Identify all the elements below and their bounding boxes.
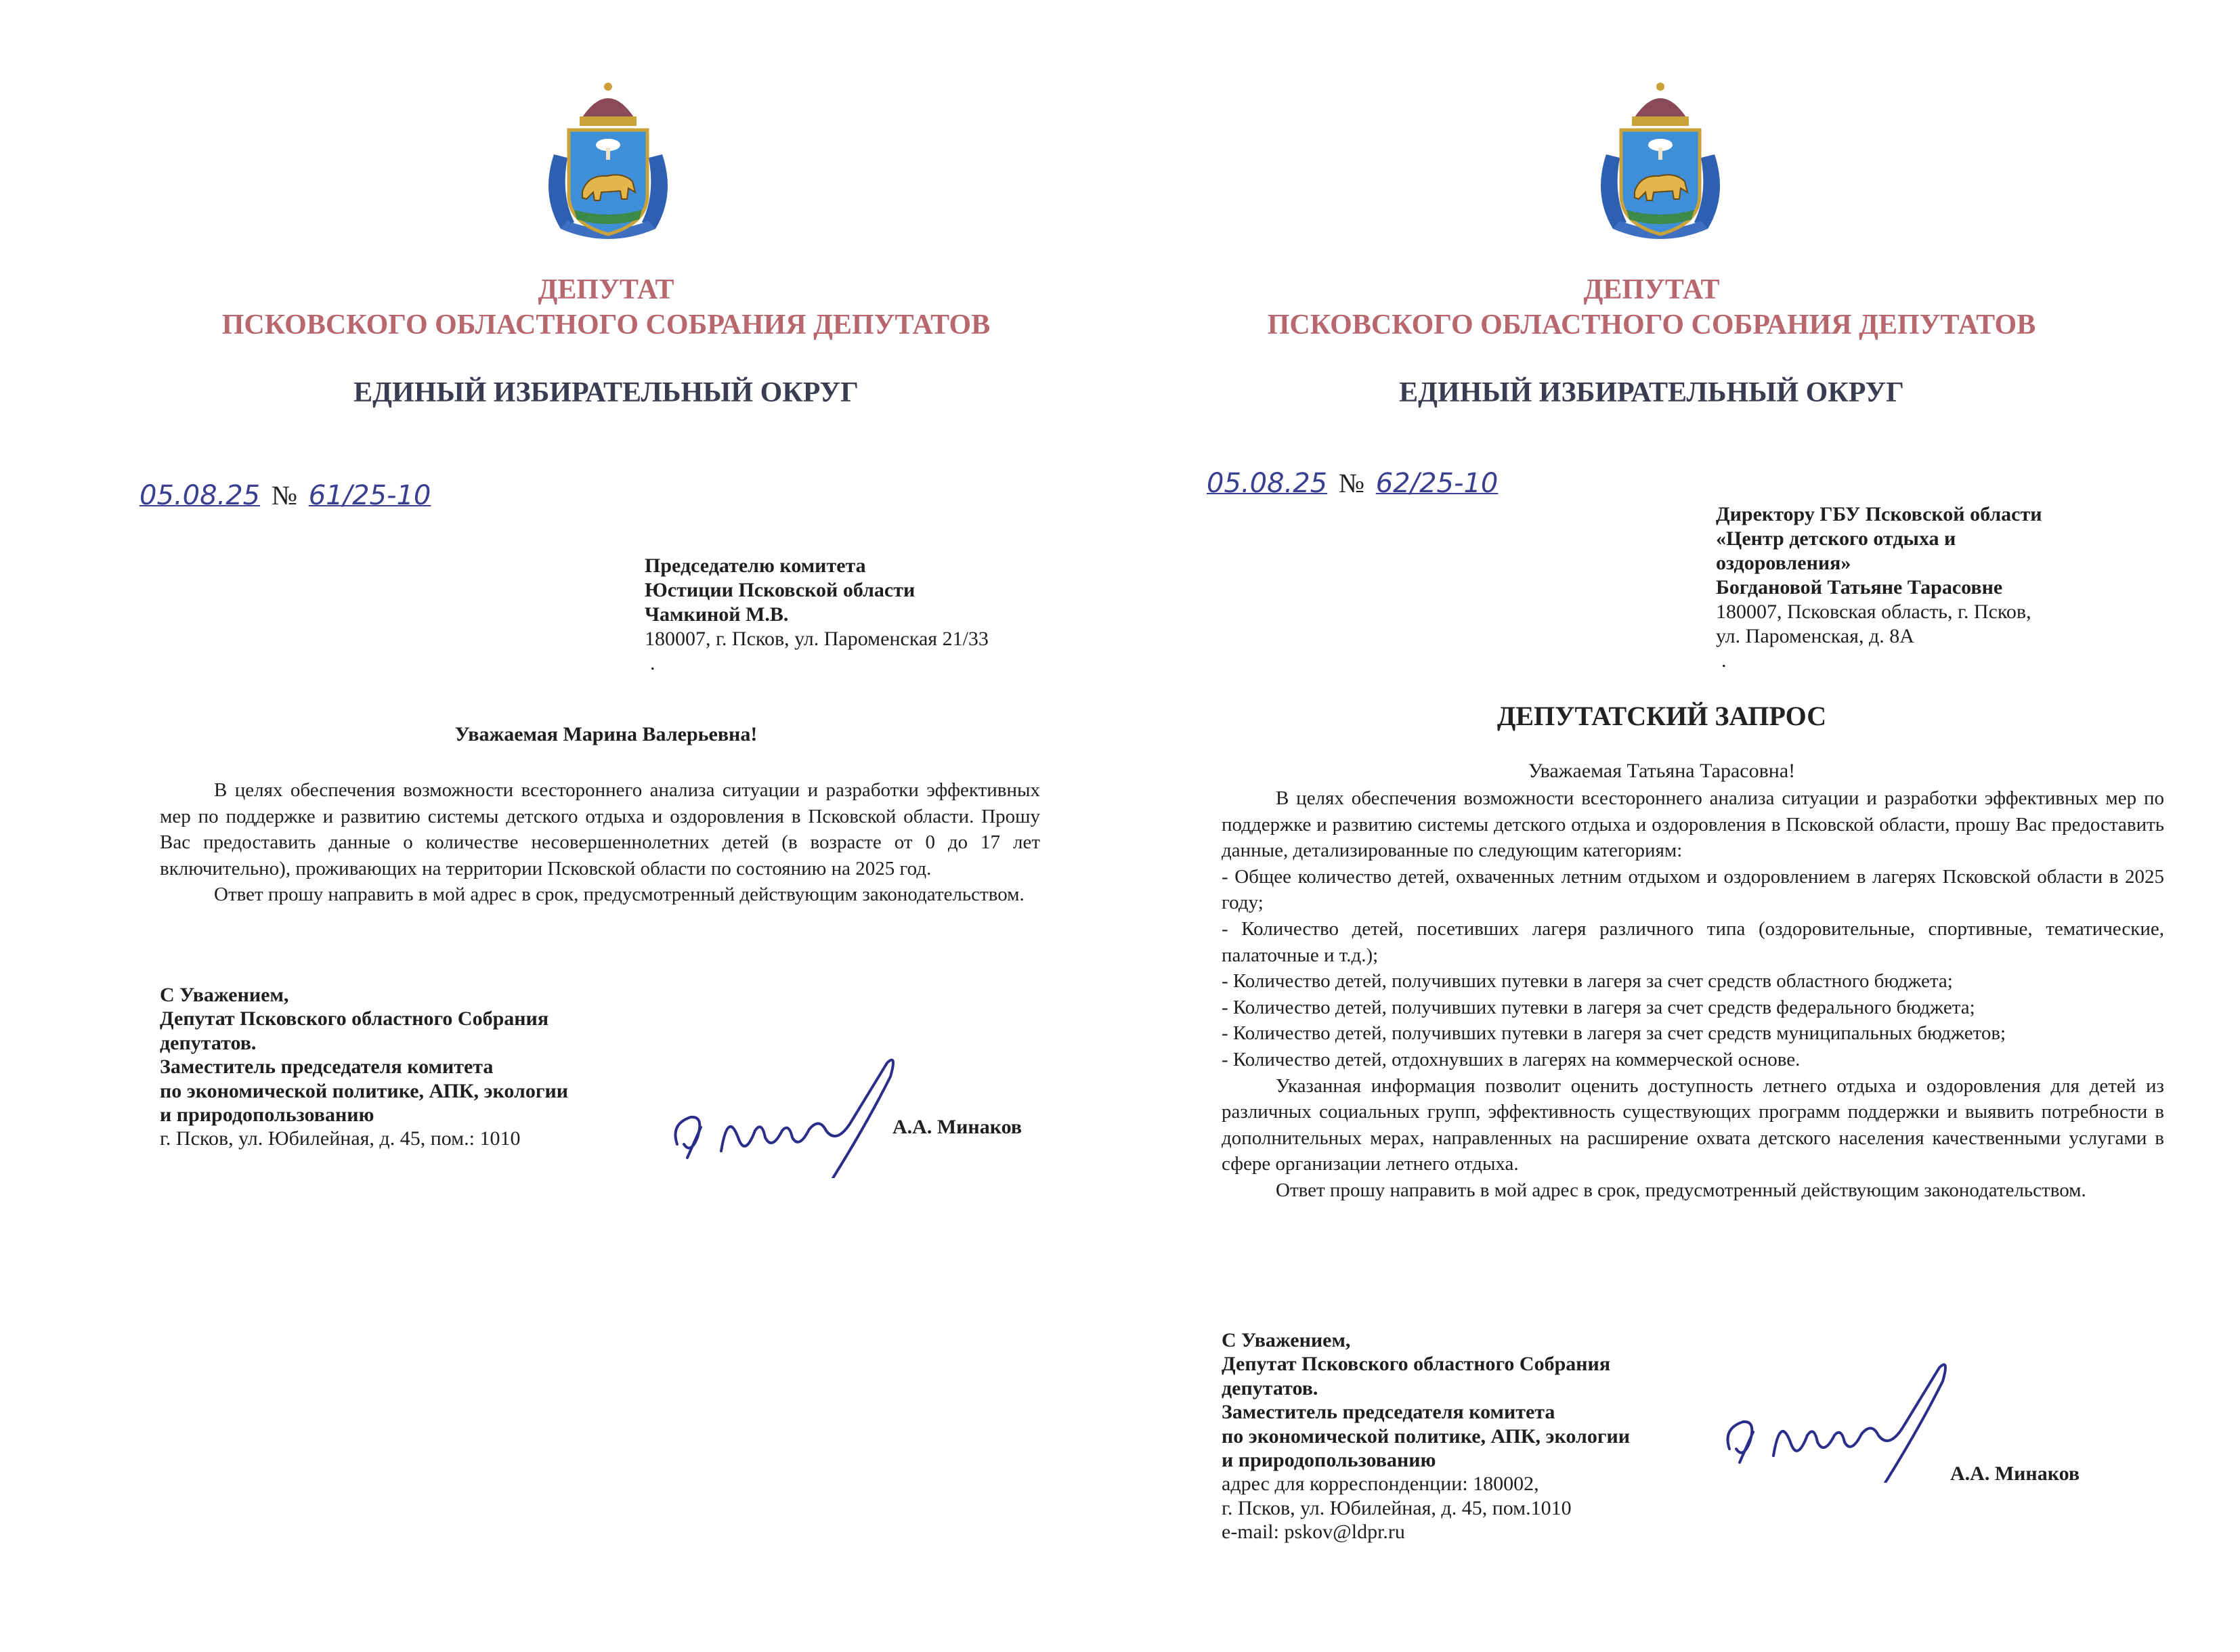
closing-line: Заместитель председателя комитета: [1222, 1401, 1555, 1424]
registration-number: 61/25-10: [308, 480, 431, 511]
closing-line: Депутат Псковского областного Собрания: [160, 1007, 549, 1030]
header-subtitle: ПСКОВСКОГО ОБЛАСТНОГО СОБРАНИЯ ДЕПУТАТОВ: [221, 309, 991, 341]
electoral-district: ЕДИНЫЙ ИЗБИРАТЕЛЬНЫЙ ОКРУГ: [353, 377, 859, 408]
signer-name: А.А. Минаков: [892, 1116, 1022, 1138]
closing-address: г. Псков, ул. Юбилейная, д. 45, пом.: 1010: [160, 1127, 521, 1150]
list-item: - Количество детей, получивших путевки в лагеря за счет средств федерального бюджета;: [1222, 996, 1975, 1018]
signer-name: А.А. Минаков: [1950, 1462, 2080, 1485]
closing-block: [1222, 1328, 1630, 1544]
pskov-coat-of-arms-icon: [534, 80, 683, 249]
list-item: - Количество детей, отдохнувших в лагерях на коммерческой основе.: [1222, 1048, 1801, 1070]
addressee-line: Директору ГБУ Псковской области: [1716, 503, 2042, 525]
addressee-line: Богдановой Татьяне Тарасовне: [1716, 576, 2003, 599]
closing-line: депутатов.: [1222, 1376, 1318, 1399]
body-paragraph: В целях обеспечения возможности всестороннего анализа ситуации и разработки эффективных мер по поддержке и развитию системы детского отдыха и оздоровления в Псковской области. Прошу Вас предоставить данные о количестве несовершеннолетних детей (в возрасте от 0 до 17 лет включительно), проживающих на территории Псковской области по состоянию на 2025 год.: [160, 779, 1040, 879]
body-paragraph: Ответ прошу направить в мой адрес в срок, предусмотренный действующим законодательством.: [214, 884, 1025, 906]
handwritten-signature-icon: [664, 1043, 962, 1178]
number-sign: №: [1338, 468, 1365, 498]
closing-address: г. Псков, ул. Юбилейная, д. 45, пом.1010: [1222, 1496, 1572, 1519]
body-paragraph: В целях обеспечения возможности всестороннего анализа ситуации и разработки эффективных мер по поддержке и развитию системы детского отдыха и оздоровления в Псковской области, прошу Вас предоставить данные, детализированные по следующим категориям:: [1222, 787, 2164, 862]
addressee-line: Председателю комитета: [645, 555, 866, 577]
list-item: - Количество детей, получивших путевки в лагеря за счет средств областного бюджета;: [1222, 970, 1953, 993]
closing-line: С Уважением,: [1222, 1329, 1351, 1351]
closing-line: Заместитель председателя комитета: [160, 1056, 494, 1079]
registration-line: [1207, 467, 1498, 499]
closing-line: Депутат Псковского областного Собрания: [1222, 1353, 1611, 1376]
letter-body: [1222, 785, 2164, 1204]
body-paragraph: Ответ прошу направить в мой адрес в срок, предусмотренный действующим законодательством.: [1276, 1179, 2086, 1201]
registration-line: [139, 479, 431, 511]
addressee-address: 180007, г. Псков, ул. Пароменская 21/33: [645, 628, 989, 650]
letter-body: [160, 777, 1040, 908]
addressee-line: Юстиции Псковской области: [645, 579, 916, 601]
closing-line: депутатов.: [160, 1031, 257, 1054]
electoral-district: ЕДИНЫЙ ИЗБИРАТЕЛЬНЫЙ ОКРУГ: [1399, 377, 1904, 408]
addressee-line: «Центр детского отдыха и: [1716, 527, 1956, 550]
list-item: - Количество детей, посетивших лагеря различного типа (оздоровительные, спортивные, тематические, палаточные и т.д.);: [1222, 917, 2164, 966]
addressee-block: [645, 554, 989, 676]
addressee-address: 180007, Псковская область, г. Псков,: [1716, 601, 2031, 623]
registration-date: 05.08.25: [139, 480, 261, 511]
closing-line: по экономической политике, АПК, экологии: [1222, 1425, 1631, 1448]
closing-address: адрес для корреспонденции: 180002,: [1222, 1473, 1539, 1496]
closing-email: e-mail: pskov@ldpr.ru: [1222, 1521, 1405, 1544]
closing-line: и природопользованию: [1222, 1449, 1436, 1472]
registration-number: 62/25-10: [1375, 468, 1499, 499]
addressee-line: Чамкиной М.В.: [645, 603, 789, 626]
greeting: Уважаемая Марина Валерьевна!: [454, 723, 758, 745]
greeting: Уважаемая Татьяна Тарасовна!: [1528, 760, 1796, 782]
closing-line: и природопользованию: [160, 1104, 374, 1127]
addressee-dot: .: [1721, 649, 1727, 672]
number-sign: №: [271, 480, 298, 510]
addressee-dot: .: [650, 652, 655, 674]
addressee-line: оздоровления»: [1716, 552, 1851, 574]
closing-line: С Уважением,: [160, 984, 289, 1006]
request-title: ДЕПУТАТСКИЙ ЗАПРОС: [1496, 701, 1827, 731]
letter-right: [1120, 0, 2240, 1652]
header-title: ДЕПУТАТ: [1583, 274, 1720, 305]
list-item: - Общее количество детей, охваченных летним отдыхом и оздоровлением в лагерях Псковской области в 2025 году;: [1222, 865, 2164, 914]
header-title: ДЕПУТАТ: [538, 274, 674, 305]
registration-date: 05.08.25: [1207, 468, 1328, 499]
closing-block: [160, 983, 568, 1151]
pskov-coat-of-arms-icon: [1586, 80, 1735, 249]
header-subtitle: ПСКОВСКОГО ОБЛАСТНОГО СОБРАНИЯ ДЕПУТАТОВ: [1267, 309, 2036, 341]
closing-line: по экономической политике, АПК, экологии: [160, 1079, 569, 1102]
addressee-block: [1716, 502, 2042, 673]
list-item: - Количество детей, получивших путевки в лагеря за счет средств муниципальных бюджетов;: [1222, 1022, 2006, 1045]
body-paragraph: Указанная информация позволит оценить доступность летнего отдыха и оздоровления для детей из различных социальных групп, эффективность существующих программ поддержки и выявить потребности в дополнительных мерах, направленных на расширение охвата детского населения качественными услугами в сфере организации летнего отдыха.: [1222, 1074, 2164, 1175]
addressee-address: ул. Пароменская, д. 8А: [1716, 625, 1914, 647]
